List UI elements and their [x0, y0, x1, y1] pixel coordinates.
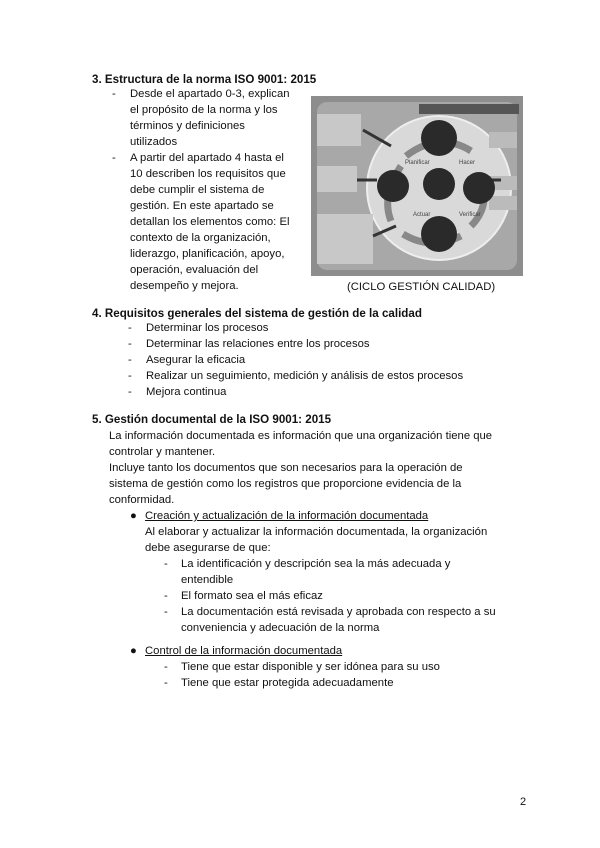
figure-caption: (CICLO GESTIÓN CALIDAD)	[347, 281, 496, 293]
control-item-1: Tiene que estar protegida adecuadamente	[181, 677, 394, 689]
dash-marker: -	[128, 322, 132, 334]
bullet2-line-0: A partir del apartado 4 hasta el	[130, 152, 284, 164]
dash-marker: -	[128, 338, 132, 350]
control-item-0: Tiene que estar disponible y ser idónea para su uso	[181, 661, 440, 673]
bullet2-line-5: contexto de la organización,	[130, 232, 271, 244]
bullet1-line-1: el propósito de la norma y los	[130, 104, 278, 116]
bullet1-line-3: utilizados	[130, 136, 178, 148]
label-planificar: Planificar	[405, 160, 430, 166]
section-3-heading: 3. Estructura de la norma ISO 9001: 2015	[92, 73, 317, 86]
bullet1-line-0: Desde el apartado 0-3, explican	[130, 88, 290, 100]
creation-item-2-line-0: La documentación está revisada y aprobada con respecto a su	[181, 606, 496, 618]
control-title: Control de la información documentada	[145, 645, 343, 657]
creation-item-0-line-1: entendible	[181, 574, 234, 586]
dash-marker: -	[164, 606, 168, 618]
bullet1-line-2: términos y definiciones	[130, 120, 245, 132]
sec5-intro-4: conformidad.	[109, 494, 175, 506]
sec4-item-4: Mejora continua	[146, 386, 227, 398]
sec5-intro-0: La información documentada es información que una organización tiene que	[109, 430, 493, 442]
dash-marker: -	[128, 386, 132, 398]
label-actuar: Actuar	[413, 212, 431, 218]
creation-title: Creación y actualización de la información documentada	[145, 510, 429, 522]
sec4-item-3: Realizar un seguimiento, medición y análisis de estos procesos	[146, 370, 464, 382]
sec4-item-1: Determinar las relaciones entre los procesos	[146, 338, 370, 350]
bullet2-line-3: gestión. En este apartado se	[130, 200, 274, 212]
label-verificar: Verificar	[459, 212, 481, 218]
section-5-heading: 5. Gestión documental de la ISO 9001: 2015	[92, 413, 332, 426]
bullet2-line-2: debe cumplir el sistema de	[130, 184, 265, 196]
creation-item-0-line-0: La identificación y descripción sea la más adecuada y	[181, 558, 451, 570]
label-hacer: Hacer	[459, 160, 476, 166]
sec4-item-2: Asegurar la eficacia	[146, 354, 246, 366]
dash-marker: -	[112, 152, 116, 164]
bullet-dot: ●	[130, 645, 137, 657]
dash-marker: -	[128, 354, 132, 366]
dash-marker: -	[164, 558, 168, 570]
creation-item-2-line-1: conveniencia y adecuación de la norma	[181, 622, 380, 634]
bullet-dot: ●	[130, 510, 137, 522]
bullet2-line-6: liderazgo, planificación, apoyo,	[130, 248, 285, 260]
sec5-intro-1: controlar y mantener.	[109, 446, 216, 458]
dash-marker: -	[128, 370, 132, 382]
bullet2-line-4: detallan los elementos como: El	[130, 216, 290, 228]
dash-marker: -	[112, 88, 116, 100]
creation-item-1-line-0: El formato sea el más eficaz	[181, 590, 323, 602]
creation-line-1: debe asegurarse de que:	[145, 542, 271, 554]
page-number: 2	[520, 796, 527, 808]
quality-cycle-figure	[311, 96, 523, 276]
bullet2-line-7: operación, evaluación del	[130, 264, 259, 276]
sec4-item-0: Determinar los procesos	[146, 322, 269, 334]
creation-line-0: Al elaborar y actualizar la información documentada, la organización	[145, 526, 488, 538]
sec5-intro-3: sistema de gestión como los registros que proporcione evidencia de la	[109, 478, 462, 490]
dash-marker: -	[164, 590, 168, 602]
dash-marker: -	[164, 677, 168, 689]
sec5-intro-2: Incluye tanto los documentos que son necesarios para la operación de	[109, 462, 463, 474]
bullet2-line-1: 10 describen los requisitos que	[130, 168, 286, 180]
quality-cycle-diagram	[311, 96, 523, 276]
section-4-heading: 4. Requisitos generales del sistema de gestión de la calidad	[92, 307, 422, 320]
dash-marker: -	[164, 661, 168, 673]
bullet2-line-8: desempeño y mejora.	[130, 280, 239, 292]
